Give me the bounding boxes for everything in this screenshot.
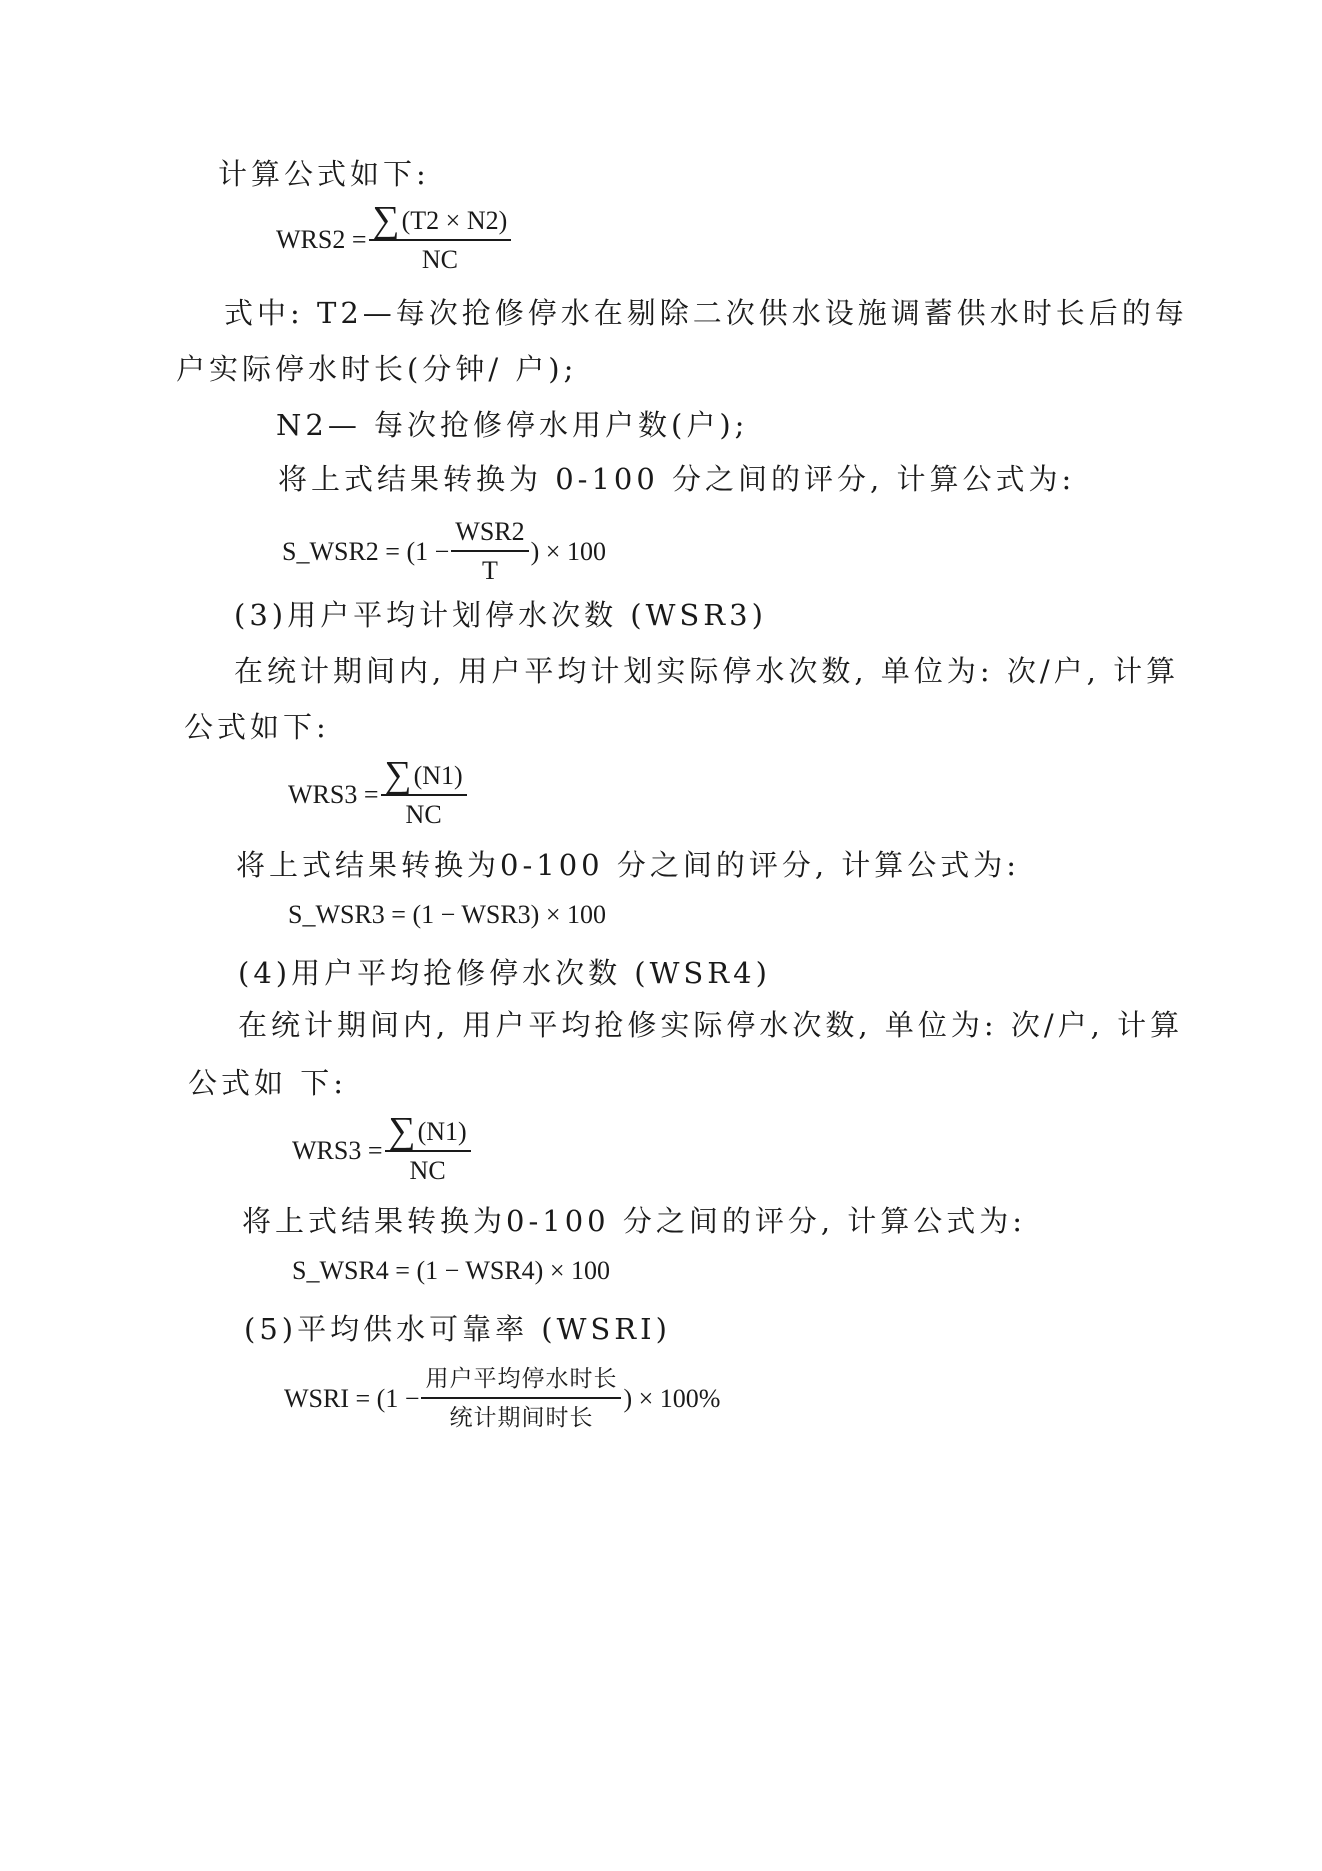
definition-t2-cont: 户实际停水时长(分钟/ 户); — [176, 352, 578, 386]
formula-wsri — [284, 1364, 720, 1433]
numerator-text: (T2 × N2) — [401, 206, 508, 235]
formula-numerator — [385, 1110, 471, 1152]
formula-rhs: ) × 100 — [530, 536, 606, 566]
formula-rhs: ) × 100% — [623, 1383, 721, 1413]
wsr4-description: 在统计期间内, 用户平均抢修实际停水次数, 单位为: 次/户, 计算 — [238, 1008, 1184, 1042]
formula-lhs: WRS3 = — [288, 780, 379, 809]
formula-denominator: NC — [421, 245, 458, 274]
sigma-symbol: ∑ — [388, 1110, 416, 1152]
heading-wsr3: (3)用户平均计划停水次数 (WSR3) — [234, 598, 767, 632]
formula-s-wsr2 — [282, 517, 606, 586]
heading-wsri: (5)平均供水可靠率 (WSRI) — [244, 1312, 671, 1346]
formula-fraction — [421, 1364, 621, 1433]
numerator-text: (N1) — [413, 761, 463, 790]
wsr3-description: 在统计期间内, 用户平均计划实际停水次数, 单位为: 次/户, 计算 — [234, 654, 1180, 688]
convert-text-3: 将上式结果转换为0-100 分之间的评分, 计算公式为: — [242, 1204, 1027, 1238]
convert-text-1: 将上式结果转换为 0-100 分之间的评分, 计算公式为: — [278, 462, 1076, 496]
formula-s-wsr3: S_WSR3 = (1 − WSR3) × 100 — [288, 900, 606, 929]
wsr4-description-cont: 公式如 下: — [188, 1066, 347, 1100]
heading-wsr4: (4)用户平均抢修停水次数 (WSR4) — [238, 956, 771, 990]
formula-wrs2 — [276, 199, 513, 275]
formula-fraction — [381, 754, 467, 830]
formula-denominator: NC — [409, 1156, 446, 1185]
formula-numerator — [369, 199, 512, 241]
wsr3-description-cont: 公式如下: — [184, 710, 330, 744]
sigma-symbol: ∑ — [384, 754, 412, 796]
definition-t2: 式中: T2—每次抢修停水在剔除二次供水设施调蓄供水时长后的每 — [224, 296, 1188, 330]
numerator-text: (N1) — [417, 1117, 467, 1146]
formula-denominator: T — [482, 556, 498, 585]
formula-numerator — [381, 754, 467, 796]
convert-text-2: 将上式结果转换为0-100 分之间的评分, 计算公式为: — [236, 848, 1021, 882]
formula-lhs: WRS3 = — [292, 1136, 383, 1165]
formula-s-wsr4: S_WSR4 = (1 − WSR4) × 100 — [292, 1256, 610, 1285]
intro-text: 计算公式如下: — [218, 157, 430, 191]
formula-wrs3-repeat — [292, 1110, 473, 1186]
formula-lhs: WRS2 = — [276, 225, 367, 254]
formula-denominator: NC — [405, 800, 442, 829]
formula-lhs: WSRI = (1 − — [284, 1383, 420, 1413]
formula-wrs3 — [288, 754, 469, 830]
formula-fraction — [451, 517, 528, 586]
formula-numerator: 用户平均停水时长 — [421, 1364, 621, 1399]
sigma-symbol: ∑ — [372, 199, 400, 241]
formula-numerator: WSR2 — [451, 517, 528, 552]
formula-lhs: S_WSR2 = (1 − — [282, 536, 450, 566]
formula-fraction — [369, 199, 512, 275]
definition-n2: N2— 每次抢修停水用户数(户); — [276, 408, 749, 442]
formula-denominator: 统计期间时长 — [449, 1405, 594, 1431]
formula-fraction — [385, 1110, 471, 1186]
